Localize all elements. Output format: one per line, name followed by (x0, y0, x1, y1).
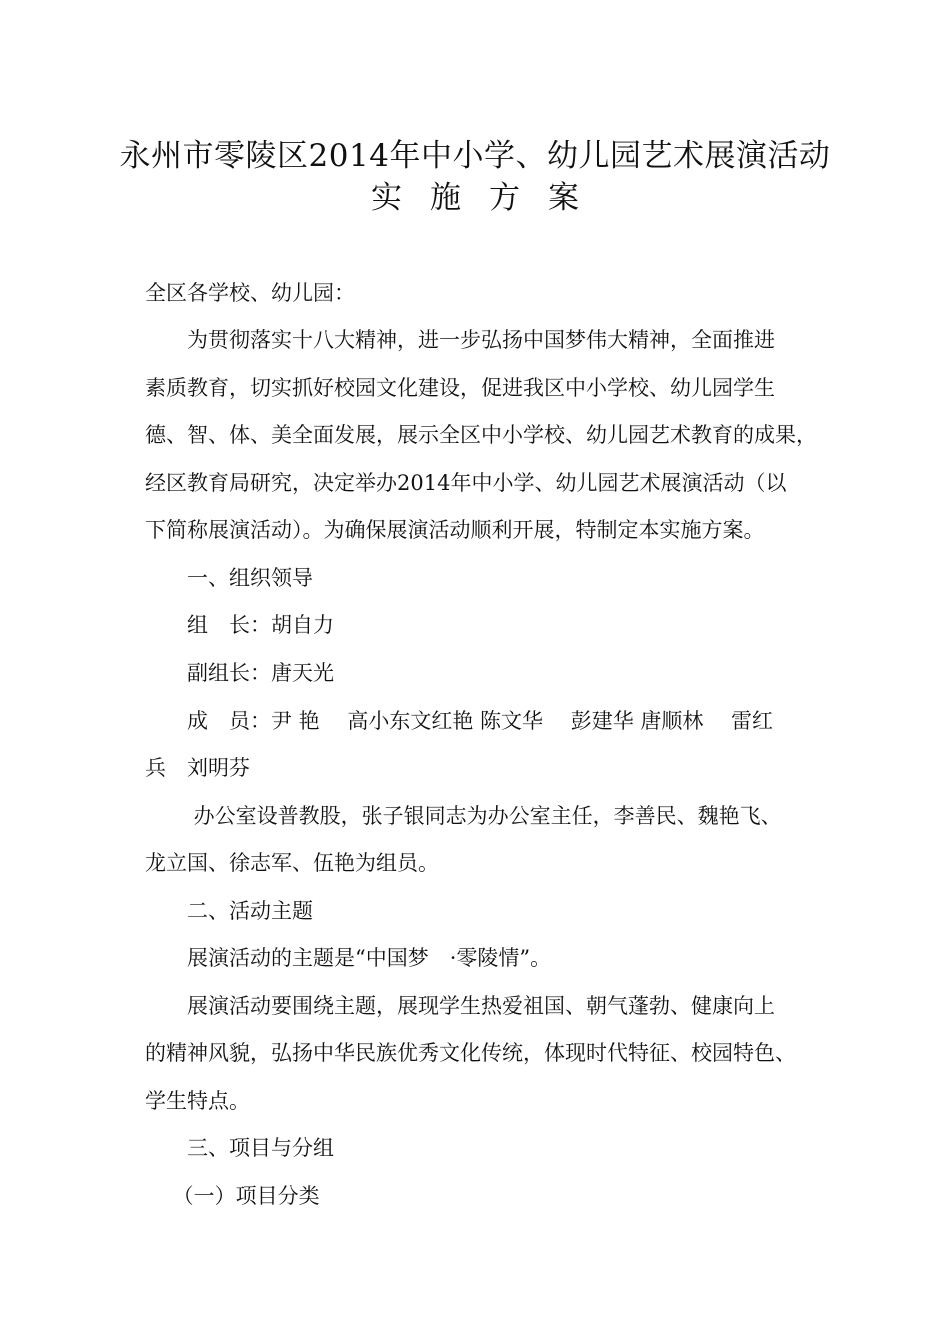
section-heading: 二、活动主题 (145, 899, 313, 923)
body-line: 下简称展演活动）。为确保展演活动顺利开展，特制定本实施方案。 (145, 518, 765, 542)
body-line: 龙立国、徐志军、伍艳为组员。 (145, 851, 439, 875)
section-heading: 一、组织领导 (145, 566, 313, 590)
body-line: 组 长：胡自力 (145, 613, 334, 637)
subtitle-char: 实 (371, 180, 402, 216)
body-line: 为贯彻落实十八大精神，进一步弘扬中国梦伟大精神，全面推进 (145, 328, 775, 352)
subtitle-char: 施 (430, 180, 461, 216)
document-subtitle (0, 180, 950, 216)
body-line: 经区教育局研究，决定举办2014年中小学、幼儿园艺术展演活动（以 (145, 471, 787, 495)
subsection-heading: （一）项目分类 (145, 1184, 320, 1208)
body-line: 成 员：尹 艳 高小东文红艳 陈文华 彭建华 唐顺林 雷红 (145, 709, 774, 733)
body-line: 学生特点。 (145, 1089, 250, 1113)
section-heading: 三、项目与分组 (145, 1136, 334, 1160)
body-line: 素质教育，切实抓好校园文化建设，促进我区中小学校、幼儿园学生 (145, 376, 775, 400)
salutation: 全区各学校、幼儿园： (145, 281, 355, 305)
body-line: 兵 刘明芬 (145, 756, 250, 780)
subtitle-char: 方 (489, 180, 520, 216)
body-line: 副组长：唐天光 (145, 661, 334, 685)
document-title: 永州市零陵区2014年中小学、幼儿园艺术展演活动 (119, 138, 831, 174)
body-line: 办公室设普教股，张子银同志为办公室主任，李善民、魏艳飞、 (145, 804, 782, 828)
body-line: 的精神风貌，弘扬中华民族优秀文化传统，体现时代特征、校园特色、 (145, 1041, 796, 1065)
body-line: 展演活动的主题是“中国梦 ·零陵情”。 (145, 946, 552, 970)
subtitle-char: 案 (548, 180, 579, 216)
body-line: 展演活动要围绕主题，展现学生热爱祖国、朝气蓬勃、健康向上 (145, 994, 775, 1018)
body-line: 德、智、体、美全面发展，展示全区中小学校、幼儿园艺术教育的成果， (145, 423, 817, 447)
